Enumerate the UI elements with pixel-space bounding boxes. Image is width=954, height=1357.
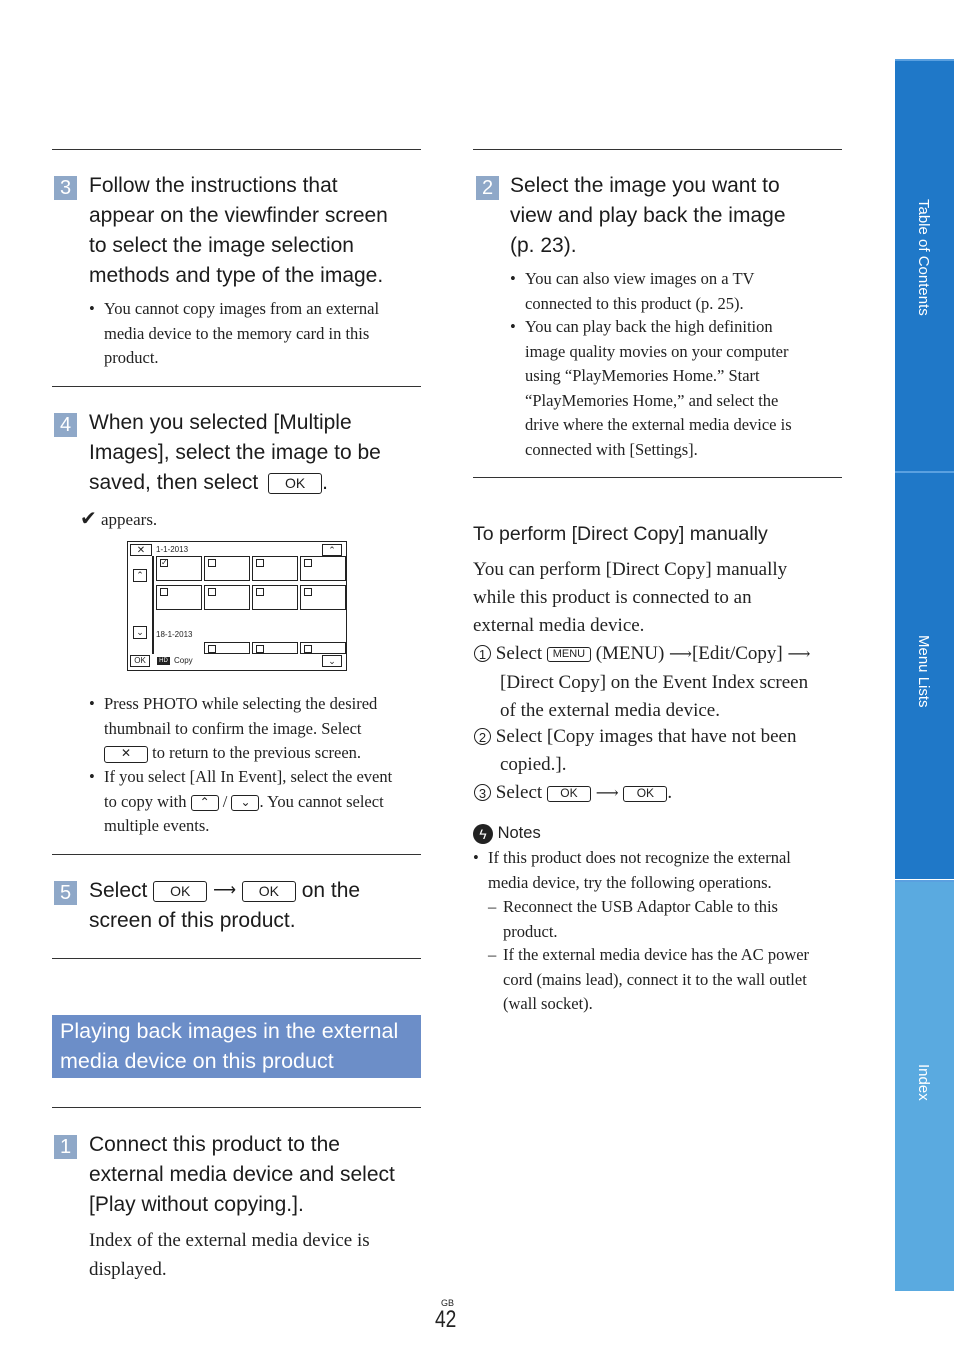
direct-copy-step-2: 2 Select [Copy images that have not been copied.]. (474, 723, 797, 779)
step-circle-1: 1 (474, 645, 491, 662)
close-icon: ✕ (130, 544, 152, 556)
thumbnail (204, 585, 250, 610)
divider (52, 149, 421, 150)
section-title: Playing back images in the external media device on this product (52, 1015, 421, 1078)
thumbnail (204, 642, 250, 654)
tab-table-of-contents[interactable]: Table of Contents (895, 59, 954, 471)
thumbnail (156, 556, 202, 581)
step-number-3: 3 (54, 176, 77, 200)
close-button-icon: ✕ (104, 746, 148, 763)
step-4-heading: When you selected [Multiple Images], select the image to be saved, then select OK . (89, 411, 381, 494)
menu-button-icon: MENU (547, 647, 591, 662)
ok-button-icon: OK (242, 881, 296, 902)
direct-copy-heading: To perform [Direct Copy] manually (473, 523, 768, 545)
thumbnail (300, 642, 346, 654)
step-2-heading: Select the image you want to view and play back the image (p. 23). (510, 174, 786, 257)
ok-button-icon: OK (547, 786, 591, 802)
notes-subitem-2: – If the external media device has the AC power cord (mains lead), connect it to the wall outlet (wall socket). (488, 945, 810, 1013)
step-5-heading: Select OK ⟶ OK on the screen of this product. (89, 876, 419, 936)
divider (52, 1107, 421, 1108)
arrow-right-icon: ⟶ (595, 784, 619, 802)
notes-warning-icon: ϟ (473, 824, 493, 844)
ok-button-icon: OK (268, 473, 322, 494)
step-1-body: Index of the external media device is displayed. (89, 1230, 370, 1280)
next-icon: ⌄ (133, 626, 147, 639)
page-number: 42 (435, 1306, 457, 1333)
step-number-1: 1 (54, 1135, 77, 1159)
region-code: GB (441, 1298, 455, 1308)
direct-copy-step-1: 1 Select MENU (MENU) ⟶[Edit/Copy] ⟶ [Direct Copy] on the Event Index screen of the external media device. (474, 640, 844, 725)
step-number-5: 5 (54, 881, 77, 905)
viewfinder-screen-illustration (127, 541, 347, 671)
divider (52, 854, 421, 855)
notes-subitem-1: – Reconnect the USB Adaptor Cable to this product. (488, 897, 778, 941)
step-4-note-1: • Press PHOTO while selecting the desired thumbnail to confirm the image. Select ✕ to return to the previous screen. (89, 694, 378, 762)
ok-button-icon: OK (623, 786, 667, 802)
thumbnail (204, 556, 250, 581)
checkbox-checked-icon: ✓ (161, 558, 168, 567)
scroll-up-icon: ⌃ (322, 544, 342, 556)
step-2-note-1: • You can also view images on a TV connected to this product (p. 25). (510, 269, 755, 313)
step-4-note-2: • If you select [All In Event], select the event to copy with ⌃ / ⌄ . You cannot select multiple events. (89, 767, 393, 835)
scroll-up-button-icon: ⌃ (191, 795, 219, 811)
divider (52, 958, 421, 959)
ok-button-icon: OK (153, 881, 207, 902)
arrow-right-icon: ⟶ (213, 882, 236, 900)
arrow-right-icon: ⟶ (669, 645, 692, 663)
hd-icon: HD (157, 657, 170, 665)
thumbnail (156, 585, 202, 610)
ok-icon: OK (130, 655, 150, 667)
step-3-heading: Follow the instructions that appear on the viewfinder screen to select the image selection methods and type of the image. (89, 174, 388, 287)
event-bar (152, 642, 154, 654)
divider (473, 477, 842, 478)
event-bar (152, 556, 154, 642)
step-number-2: 2 (476, 176, 499, 200)
event-date-1: 1-1-2013 (156, 545, 189, 554)
thumbnail (252, 556, 298, 581)
thumbnail (252, 642, 298, 654)
notes-heading: ϟ Notes (473, 822, 541, 844)
tab-index[interactable]: Index (895, 880, 954, 1291)
event-date-2: 18-1-2013 (156, 630, 193, 639)
checkmark-icon: ✔ (80, 508, 97, 530)
notes-item-1: • If this product does not recognize the external media device, try the following operations. (473, 848, 791, 892)
step-1-heading: Connect this product to the external media device and select [Play without copying.]. (89, 1133, 395, 1216)
scroll-down-icon: ⌄ (322, 655, 342, 667)
divider (52, 386, 421, 387)
step-2-note-2: • You can play back the high definition image quality movies on your computer using “PlayMemories Home.” Start “PlayMemories Home,” and select the drive where the external media device is connected with [Settings]. (510, 317, 792, 459)
arrow-right-icon: ⟶ (787, 645, 811, 663)
step-3-note: • You cannot copy images from an external media device to the memory card in this product. (89, 299, 380, 367)
direct-copy-intro: You can perform [Direct Copy] manually while this product is connected to an external media device. (473, 559, 788, 636)
divider (473, 149, 842, 150)
copy-label: Copy (174, 656, 193, 665)
prev-icon: ⌃ (133, 569, 147, 582)
thumbnail (252, 585, 298, 610)
thumbnail (300, 585, 346, 610)
tab-menu-lists[interactable]: Menu Lists (895, 471, 954, 879)
scroll-down-button-icon: ⌄ (231, 795, 259, 811)
checkmark-line: ✔ appears. (80, 508, 158, 530)
step-number-4: 4 (54, 413, 77, 437)
direct-copy-step-3: 3 Select OK ⟶ OK . (474, 779, 672, 808)
thumbnail (300, 556, 346, 581)
step-circle-3: 3 (474, 784, 491, 801)
step-circle-2: 2 (474, 728, 491, 745)
